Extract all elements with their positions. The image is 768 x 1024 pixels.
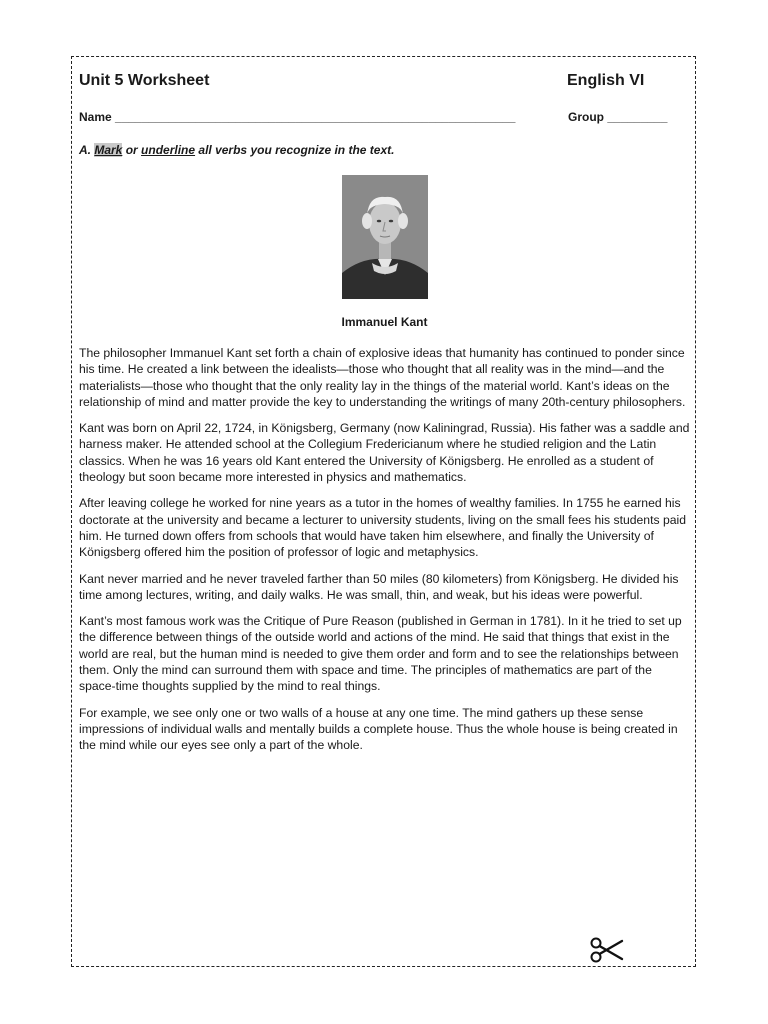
worksheet-page	[71, 56, 696, 967]
scissors-icon	[590, 935, 624, 965]
name-blank: ____________________________________________________________	[115, 110, 516, 124]
instruction-underline: underline	[141, 143, 196, 157]
group-label: Group	[568, 110, 604, 124]
worksheet-title: Unit 5 Worksheet	[79, 72, 210, 89]
paragraph: Kant’s most famous work was the Critique of Pure Reason (published in German in 1781). In it he tried to set up the difference between things of the outside world and actions of the mind. He said that things that exist in the world are real, but the human mind is needed to give them order and form and to see the relationships between them. Only the mind can surround them with space and time. The principles of mathematics are part of the space-time thoughts supplied by the mind to real things.	[79, 614, 682, 694]
paragraph: After leaving college he worked for nine years as a tutor in the homes of wealthy families. In 1755 he earned his doctorate at the university and became a lecturer to university students, living on the small fees his students paid him. He turned down offers from schools that would have taken him elsewhere, and finally the University of Königsberg offered him the position of professor of logic and metaphysics.	[79, 496, 686, 560]
kant-portrait	[342, 175, 428, 299]
group-line	[568, 110, 667, 124]
portrait-photo	[342, 175, 428, 299]
reading-text	[79, 345, 691, 764]
name-label: Name	[79, 110, 112, 124]
name-line	[79, 110, 515, 124]
instruction-prefix: A.	[79, 143, 91, 157]
course-name: English VI	[567, 72, 645, 89]
group-blank: _________	[607, 110, 668, 124]
paragraph: For example, we see only one or two walls of a house at any one time. The mind gathers up these sense impressions of individual walls and mentally builds a complete house. Thus the whole house is being created in the mind while our eyes see only a part of the whole.	[79, 705, 678, 753]
paragraph: Kant was born on April 22, 1724, in Königsberg, Germany (now Kaliningrad, Russia). His father was a saddle and harness maker. He attended school at the Collegium Fredericianum where he studied religion and the Latin classics. When he was 16 years old Kant entered the University of Königsberg. He enrolled as a student of theology but soon became more interested in physics and mathematics.	[79, 421, 690, 485]
portrait-caption: Immanuel Kant	[341, 315, 428, 329]
instruction-or: or	[125, 143, 138, 157]
paragraph: Kant never married and he never traveled farther than 50 miles (80 kilometers) from Königsberg. He divided his time among lectures, writing, and daily walks. He was small, thin, and weak, but his ideas were powerful.	[79, 571, 679, 602]
instruction-mark: Mark	[94, 143, 123, 157]
paragraph: The philosopher Immanuel Kant set forth a chain of explosive ideas that humanity has continued to ponder since his time. He created a link between the idealists—those who thought that all reality was in the mind—and the materialists—those who thought that the only reality lay in the things of the material world. Kant’s ideas on the relationship of mind and matter provide the key to understanding the writings of many 20th-century philosophers.	[79, 346, 686, 409]
instruction-line	[79, 143, 394, 157]
instruction-rest: all verbs you recognize in the text.	[198, 143, 395, 157]
